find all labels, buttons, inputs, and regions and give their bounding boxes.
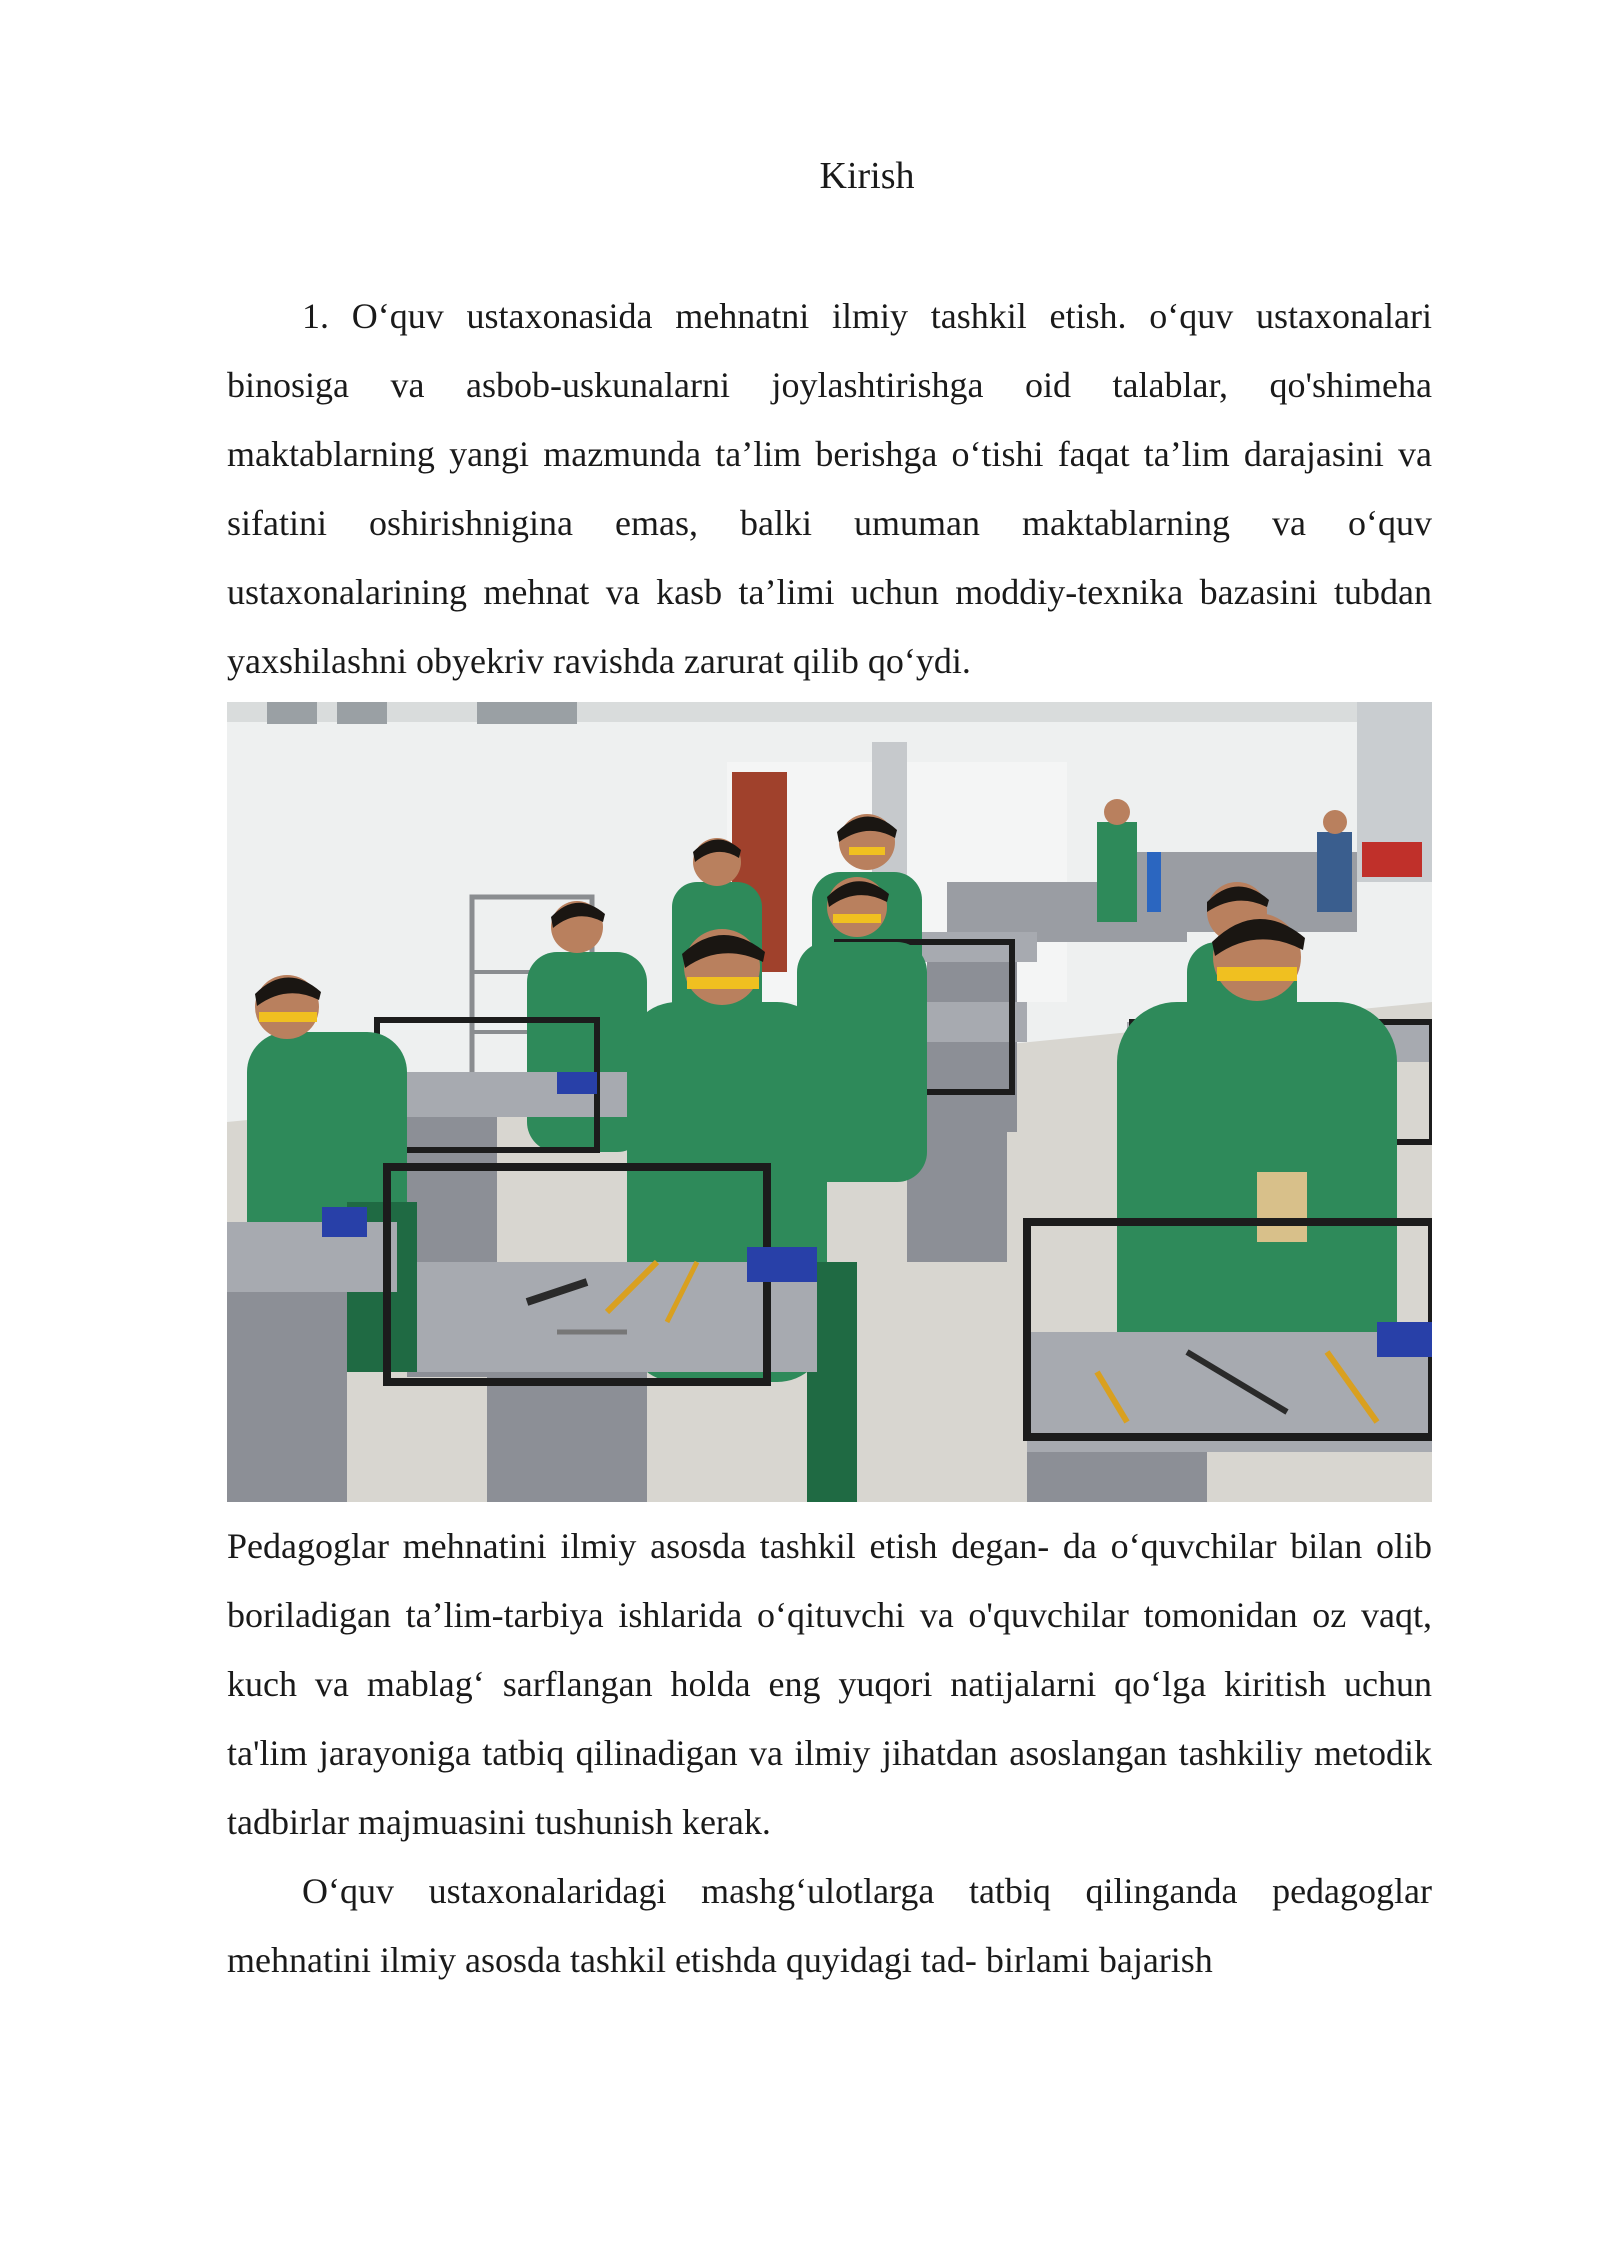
paragraph: Pedagoglar mehnatini ilmiy asosda tashkil etish degan- da o‘quvchilar bilan olib boriladigan ta’lim-tarbiya ishlarida o‘qituvchi va o'quvchilar tomonidan oz vaqt, kuch va mablag‘ sarflangan holda eng yuqori natijalarni qo‘lga kiritish uchun ta'lim jarayoniga tatbiq qilinadigan va ilmiy jihatdan asoslangan tashkiliy metodik tadbirlar majmuasini tushunish kerak. <box>227 1526 1432 1842</box>
page-title: Kirish <box>819 155 915 197</box>
text-block-top <box>227 282 1432 696</box>
workshop-classroom-photo <box>227 702 1432 1502</box>
paragraph: 1. O‘quv ustaxonasida mehnatni ilmiy tashkil etish. o‘quv ustaxonalari binosiga va asbob-uskunalarni joylashtirishga oid talablar, qo'shimeha maktablarning yangi mazmunda ta’lim berishga o‘tishi faqat ta’lim darajasini va sifatini oshirishnigina emas, balki umuman maktablarning va o‘quv ustaxonalarining mehnat va kasb ta’limi uchun moddiy-texnika bazasini tubdan yaxshilashni obyekriv ravishda zarurat qilib qo‘ydi. <box>227 296 1432 681</box>
paragraph: O‘quv ustaxonalaridagi mashg‘ulotlarga tatbiq qilinganda pedagoglar mehnatini ilmiy asosda tashkil etishda quyidagi tad- birlami bajarish <box>227 1871 1432 1980</box>
text-block-bottom <box>227 1512 1432 1995</box>
